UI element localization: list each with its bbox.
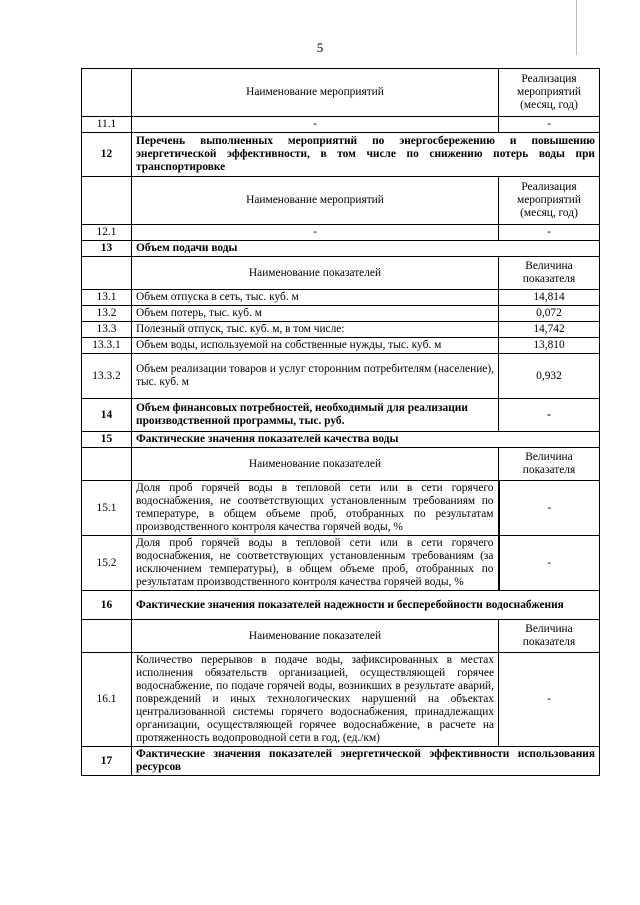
section-title: Фактические значения показателей надежности и бесперебойности водоснабжения [132,591,600,620]
cell-value: 13,810 [499,338,600,354]
table-row [82,117,600,133]
row-number: 15.1 [82,481,132,536]
row-number [82,69,132,117]
cell-name: Количество перерывов в подаче воды, зафиксированных в местах исполнения обязательств организацией, осуществляющей горячее водоснабжение, по подаче горячей воды, возникших в результате аварий, повреждений и иных технологических нарушений на объектах централизованной системы горячего водоснабжения, принадлежащих организации, осуществляющей горячее водоснабжение, в расчете на протяженность водопроводной сети в год, (ед./км) [132,653,499,747]
cell-value: - [499,481,600,536]
cell-value: - [499,653,600,747]
cell-value: 0,072 [499,306,600,322]
row-number: 13.1 [82,290,132,306]
section-title: Объем подачи воды [132,241,600,257]
cell-name: Полезный отпуск, тыс. куб. м, в том числе: [132,322,499,338]
cell-name: - [132,225,499,241]
section-number: 17 [82,747,132,776]
row-number: 13.3 [82,322,132,338]
table-row [82,536,600,591]
table-row [82,620,600,653]
section-number: 12 [82,133,132,177]
row-number [82,620,132,653]
row-number: 16.1 [82,653,132,747]
section-number: 13 [82,241,132,257]
column-header-implementation: Реализация мероприятий (месяц, год) [499,177,600,225]
cell-value: - [499,536,600,591]
report-table [81,68,600,776]
section-row [82,591,600,620]
section-title: Фактические значения показателей качества воды [132,432,600,448]
row-number: 13.3.1 [82,338,132,354]
table-row [82,338,600,354]
page-number: 5 [316,40,324,55]
cell-value: 14,814 [499,290,600,306]
cell-name: Объем реализации товаров и услуг сторонним потребителям (население), тыс. куб. м [132,354,499,399]
section-row [82,241,600,257]
row-number: 11.1 [82,117,132,133]
section-row [82,432,600,448]
row-number: 15.2 [82,536,132,591]
cell-value: 0,932 [499,354,600,399]
cell-name: Объем потерь, тыс. куб. м [132,306,499,322]
row-number: 12.1 [82,225,132,241]
column-header-measures: Наименование мероприятий [132,177,499,225]
row-number: 13.3.2 [82,354,132,399]
column-header-indicators: Наименование показателей [132,257,499,290]
table-row [82,290,600,306]
section-title: Перечень выполненных мероприятий по энергосбережению и повышению энергетической эффективности, в том числе по снижению потерь воды при транспортировке [132,133,600,177]
section-title: Фактические значения показателей энергетической эффективности использования ресурсов [132,747,600,776]
cell-value: - [499,117,600,133]
row-number: 13.2 [82,306,132,322]
cell-name: Объем отпуска в сеть, тыс. куб. м [132,290,499,306]
column-header-indicators: Наименование показателей [132,448,499,481]
table-row [82,69,600,117]
table-row [82,306,600,322]
table-row [82,448,600,481]
column-header-value: Величина показателя [499,257,600,290]
cell-value: 14,742 [499,322,600,338]
column-header-implementation: Реализация мероприятий (месяц, год) [499,69,600,117]
row-number [82,177,132,225]
cell-name: Объем воды, используемой на собственные нужды, тыс. куб. м [132,338,499,354]
table-row [82,481,600,536]
section-row [82,399,600,432]
cell-name: Доля проб горячей воды в тепловой сети или в сети горячего водоснабжения, не соответствующих установленным требованиям по температуре, в общем объеме проб, отобранных по результатам производственного контроля качества горячей воды, % [132,481,499,536]
table-row [82,177,600,225]
column-header-measures: Наименование мероприятий [132,69,499,117]
cell-name: Доля проб горячей воды в тепловой сети или в сети горячего водоснабжения, не соответствующих установленным требованиям (за исключением температуры), в общем объеме проб, отобранных по результатам производственного контроля качества горячей воды, % [132,536,499,591]
cell-name: - [132,117,499,133]
table-row [82,257,600,290]
column-header-value: Величина показателя [499,620,600,653]
row-number [82,448,132,481]
table-row [82,322,600,338]
table-row [82,354,600,399]
table-row [82,225,600,241]
section-row [82,133,600,177]
cell-value: - [499,225,600,241]
cell-value: - [499,399,600,432]
section-title: Объем финансовых потребностей, необходимый для реализации производственной программы, тыс. руб. [132,399,499,432]
column-header-indicators: Наименование показателей [132,620,499,653]
section-row [82,747,600,776]
section-number: 14 [82,399,132,432]
section-number: 15 [82,432,132,448]
scan-edge-line [576,0,577,55]
table-row [82,653,600,747]
row-number [82,257,132,290]
section-number: 16 [82,591,132,620]
column-header-value: Величина показателя [499,448,600,481]
